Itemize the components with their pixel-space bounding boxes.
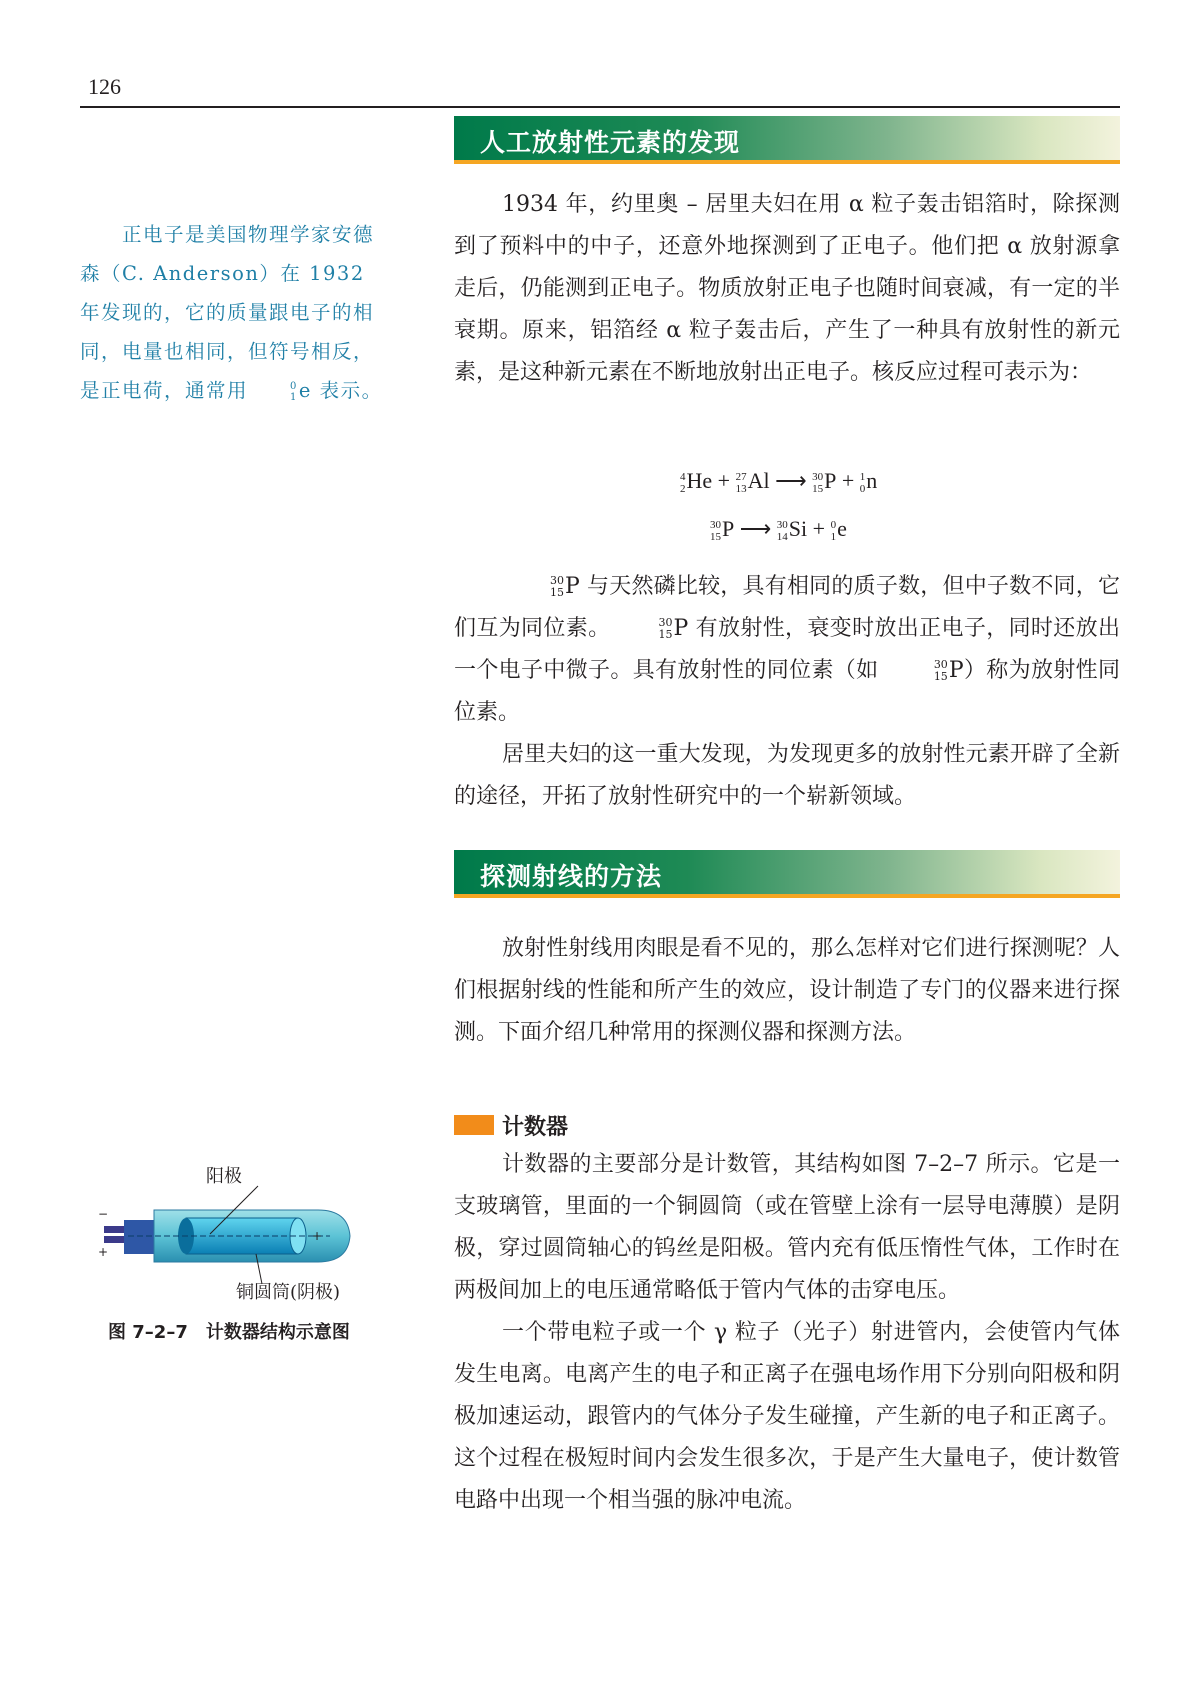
figure-caption: 图 7–2–7 计数器结构示意图 — [108, 1322, 350, 1343]
page-number: 126 — [88, 74, 121, 99]
nuclide — [680, 468, 712, 495]
subsection-title: 计数器 — [502, 1115, 569, 1140]
sidenote-charge: 1 — [290, 391, 298, 403]
section-header-detection-methods — [454, 850, 1120, 898]
p30-mass: 30 — [550, 574, 564, 587]
p30-indices-2 — [610, 617, 672, 641]
p30-mass-3: 30 — [933, 658, 948, 671]
counter-tube-figure — [98, 1166, 398, 1336]
sidenote-text-after: 表示。 — [319, 379, 383, 402]
nuclide — [710, 516, 734, 543]
charge-number: 13 — [735, 482, 747, 495]
nuclide — [831, 516, 847, 543]
terminal-plus — [104, 1236, 126, 1243]
p30-charge-3: 15 — [933, 670, 948, 683]
section1-para2 — [454, 566, 1120, 734]
mass-number: 30 — [776, 518, 788, 531]
nuclear-equation-2 — [710, 516, 847, 543]
sidenote-mass: 0 — [290, 380, 298, 392]
sidenote — [80, 215, 385, 410]
tube-base — [124, 1220, 154, 1254]
element-symbol: Al — [747, 468, 770, 493]
p30-mass-2: 30 — [658, 616, 673, 629]
charge-number: 0 — [859, 482, 866, 495]
nuclear-equation-1 — [680, 468, 877, 495]
p30-indices-3 — [886, 659, 948, 683]
section1-para1: 1934 年，约里奥 – 居里夫妇在用 α 粒子轰击铝箔时，除探测到了预料中的中子，还意外地探测到了正电子。他们把 α 放射源拿走后，仍能测到正电子。物质放射正电子也随时间衰减，有一定的半衰期。原来，铝箔经 α 粒子轰击后，产生了一种具有放射性的新元素，是这种新元素在不断地放射出正电子。核反应过程可表示为： — [454, 192, 1120, 385]
mass-number: 1 — [859, 470, 866, 483]
cathode-label: 铜圆筒(阴极) — [236, 1282, 341, 1303]
section1-para2-block — [454, 566, 1120, 818]
mass-number: 30 — [812, 470, 824, 483]
plus-sign: + — [98, 1245, 109, 1259]
element-symbol: Si — [788, 516, 808, 541]
equation-operator: + — [712, 468, 736, 493]
element-symbol: P — [824, 468, 837, 493]
sidenote-positron-symbol: e — [298, 379, 312, 402]
section-header-artificial-radioactivity — [454, 116, 1120, 164]
equation-operator: ⟶ — [769, 468, 813, 493]
equation-operator: ⟶ — [734, 516, 777, 541]
nuclide — [812, 468, 836, 495]
section1-para1-block — [454, 184, 1120, 394]
section1-para2-b: P 有放射性，衰变时放出正电子，同时还放出一个电子中微子。具有放射性的同位素（如 — [454, 616, 1120, 683]
charge-number: 2 — [680, 482, 686, 495]
section-title: 探测射线的方法 — [480, 862, 663, 891]
mass-number: 4 — [680, 470, 686, 483]
p30-indices — [502, 575, 564, 599]
section2-para1-block — [454, 928, 1120, 1054]
terminal-minus — [104, 1226, 126, 1233]
equation-operator: + — [807, 516, 831, 541]
subsection-para2: 一个带电粒子或一个 γ 粒子（光子）射进管内，会使管内气体发生电离。电离产生的电子和正离子在强电场作用下分别向阳极和阴极加速运动，跟管内的气体分子发生碰撞，产生新的电子和正离子。这个过程在极短时间内会发生很多次，于是产生大量电子，使计数管电路中出现一个相当强的脉冲电流。 — [454, 1320, 1120, 1513]
element-symbol: n — [866, 468, 878, 493]
element-symbol: He — [686, 468, 713, 493]
anode-label: 阳极 — [206, 1166, 242, 1187]
section-title: 人工放射性元素的发现 — [480, 128, 741, 157]
plus-sign-tube: + — [312, 1229, 323, 1243]
charge-number: 14 — [776, 530, 788, 543]
nuclide — [736, 468, 770, 495]
section1-para2-c: P）称为放射性同位素。 — [454, 658, 1120, 725]
minus-sign: − — [98, 1207, 109, 1221]
nuclide — [860, 468, 878, 495]
sidenote-positron-indices — [248, 381, 298, 403]
p30-charge: 15 — [550, 586, 564, 599]
element-symbol: e — [837, 516, 847, 541]
sidenote-text — [80, 215, 385, 410]
sidenote-text-before: 正电子是美国物理学家安德森（C. Anderson）在 1932 年发现的，它的质量跟电子的相同，电量也相同，但符号相反，是正电荷，通常用 — [80, 223, 375, 402]
mass-number: 0 — [830, 518, 837, 531]
subsection-orange-bar — [454, 1115, 494, 1135]
mass-number: 30 — [710, 518, 721, 531]
charge-number: 15 — [710, 530, 721, 543]
section2-para1: 放射性射线用肉眼是看不见的，那么怎样对它们进行探测呢？人们根据射线的性能和所产生的效应，设计制造了专门的仪器来进行探测。下面介绍几种常用的探测仪器和探测方法。 — [454, 936, 1120, 1045]
subsection-body — [454, 1144, 1120, 1522]
equation-operator: + — [836, 468, 860, 493]
nuclide — [777, 516, 807, 543]
section1-para3: 居里夫妇的这一重大发现，为发现更多的放射性元素开辟了全新的途径，开拓了放射性研究中的一个崭新领域。 — [454, 742, 1120, 809]
charge-number: 1 — [830, 530, 837, 543]
element-symbol: P — [722, 516, 735, 541]
header-rule — [80, 106, 1120, 108]
mass-number: 27 — [735, 470, 747, 483]
p30-charge-2: 15 — [658, 628, 673, 641]
subsection-para1: 计数器的主要部分是计数管，其结构如图 7–2–7 所示。它是一支玻璃管，里面的一个铜圆筒（或在管壁上涂有一层导电薄膜）是阴极，穿过圆筒轴心的钨丝是阳极。管内充有低压惰性气体，工作时在两极间加上的电压通常略低于管内气体的击穿电压。 — [454, 1152, 1120, 1303]
section1-para2-a: P 与天然磷比较，具有相同的质子数，但中子数不同，它们互为同位素。 — [454, 574, 1120, 641]
charge-number: 15 — [812, 482, 824, 495]
